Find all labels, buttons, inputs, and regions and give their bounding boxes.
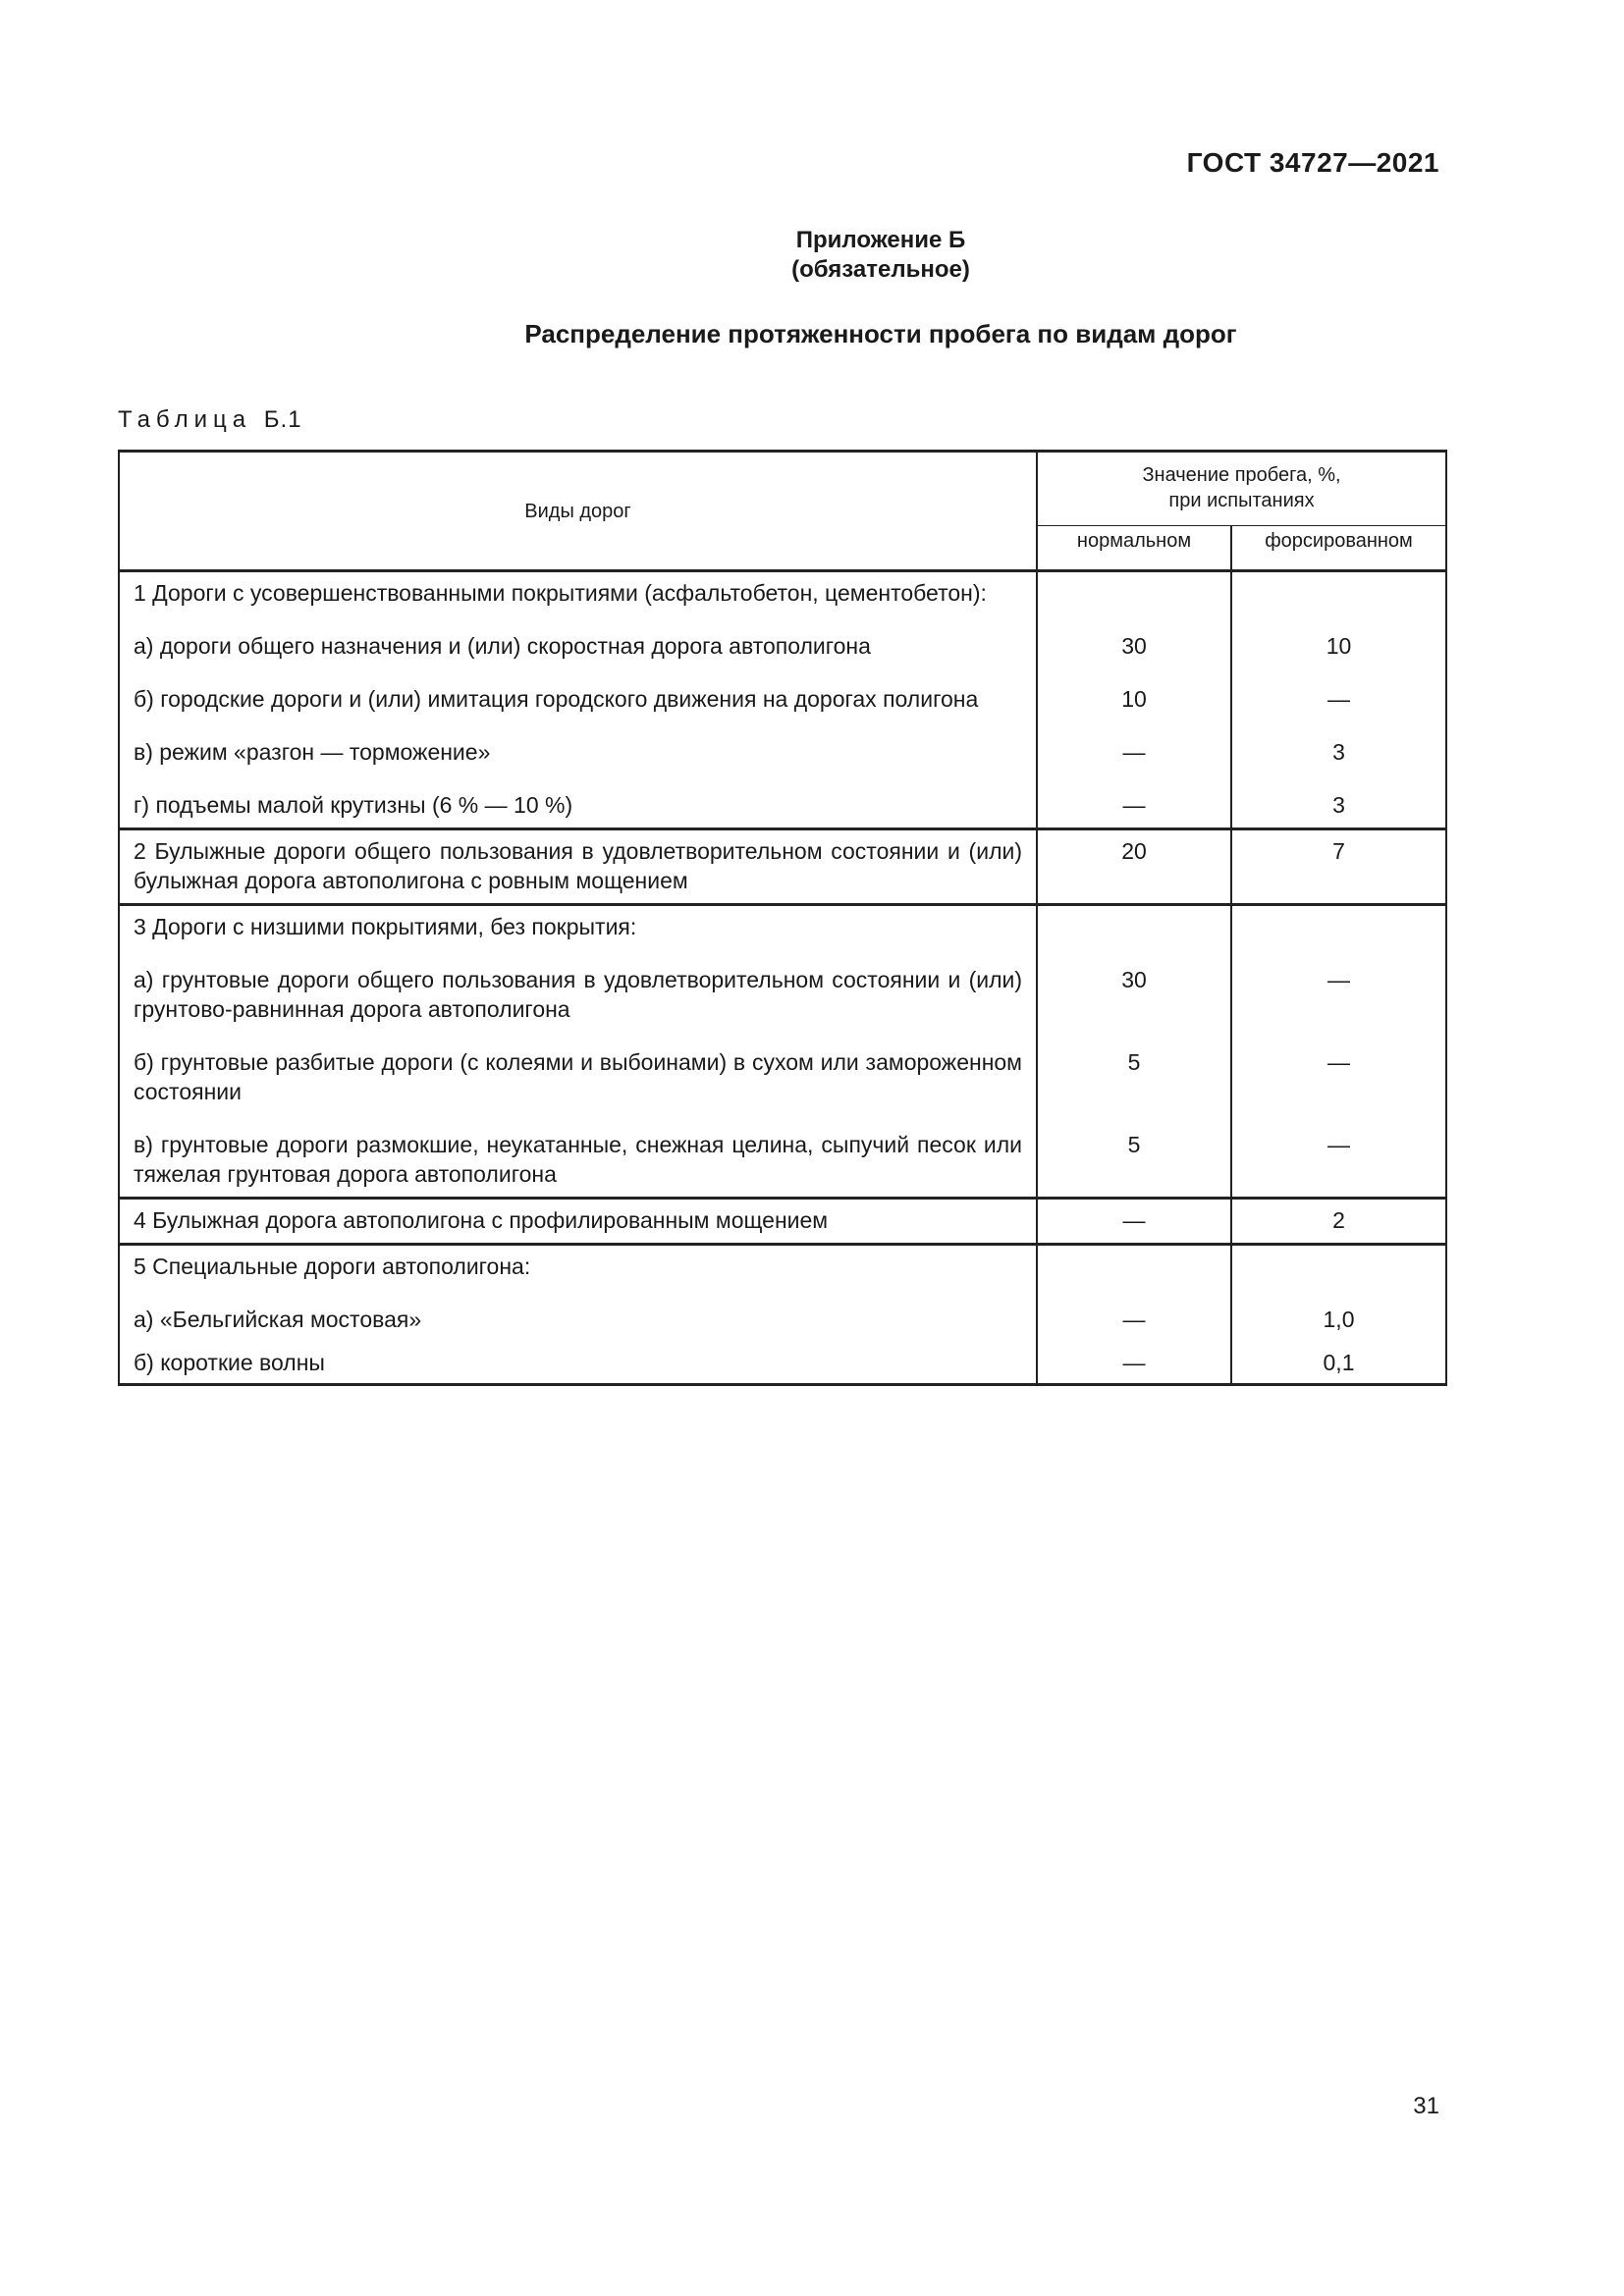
row-normal-value: 5 <box>1037 1041 1231 1124</box>
road-mileage-table <box>118 450 1447 1386</box>
row-road-type: 2 Булыжные дороги общего пользования в удовлетворительном состоянии и (или) булыжная дорога автополигона с ровным мощением <box>119 829 1037 905</box>
row-forced-value: — <box>1231 678 1446 731</box>
table-header-row <box>119 452 1446 526</box>
header-normal: нормальном <box>1037 526 1231 571</box>
row-road-type: 4 Булыжная дорога автополигона с профилированным мощением <box>119 1199 1037 1245</box>
table-row <box>119 1245 1446 1300</box>
table-row <box>119 784 1446 829</box>
table-caption <box>118 406 302 434</box>
row-road-type: 3 Дороги с низшими покрытиями, без покрытия: <box>119 905 1037 960</box>
row-forced-value <box>1231 905 1446 960</box>
row-road-type: 1 Дороги с усовершенствованными покрытиями (асфальтобетон, цементобетон): <box>119 571 1037 626</box>
row-normal-value: 10 <box>1037 678 1231 731</box>
header-road-types: Виды дорог <box>119 452 1037 571</box>
annex-heading <box>0 226 1624 285</box>
header-mileage-value <box>1037 452 1446 526</box>
row-road-type: в) грунтовые дороги размокшие, неукатанные, снежная целина, сыпучий песок или тяжелая грунтовая дорога автополигона <box>119 1124 1037 1199</box>
header-mileage-value-line1: Значение пробега, %, <box>1142 464 1341 486</box>
table-row <box>119 731 1446 784</box>
page-number: 31 <box>1413 2093 1439 2119</box>
table-row <box>119 959 1446 1041</box>
row-forced-value: 10 <box>1231 625 1446 678</box>
row-normal-value: — <box>1037 1199 1231 1245</box>
table-row <box>119 905 1446 960</box>
row-road-type: в) режим «разгон — торможение» <box>119 731 1037 784</box>
row-forced-value <box>1231 1245 1446 1300</box>
row-normal-value: — <box>1037 1342 1231 1385</box>
row-road-type: 5 Специальные дороги автополигона: <box>119 1245 1037 1300</box>
annex-status: (обязательное) <box>791 256 970 283</box>
row-normal-value <box>1037 1245 1231 1300</box>
row-forced-value: — <box>1231 1124 1446 1199</box>
row-forced-value: 3 <box>1231 731 1446 784</box>
table-row <box>119 1041 1446 1124</box>
row-normal-value: — <box>1037 784 1231 829</box>
row-normal-value <box>1037 905 1231 960</box>
table-caption-number: Б.1 <box>263 406 302 433</box>
table-row <box>119 1342 1446 1385</box>
row-forced-value: — <box>1231 1041 1446 1124</box>
table-caption-label: Таблица <box>118 406 252 433</box>
row-normal-value <box>1037 571 1231 626</box>
row-normal-value: 30 <box>1037 959 1231 1041</box>
row-forced-value: 2 <box>1231 1199 1446 1245</box>
row-forced-value: — <box>1231 959 1446 1041</box>
annex-title: Приложение Б <box>795 227 966 253</box>
table-row <box>119 1299 1446 1342</box>
row-normal-value: 30 <box>1037 625 1231 678</box>
table-row <box>119 1124 1446 1199</box>
table-row <box>119 625 1446 678</box>
row-forced-value: 0,1 <box>1231 1342 1446 1385</box>
row-normal-value: 5 <box>1037 1124 1231 1199</box>
row-forced-value: 7 <box>1231 829 1446 905</box>
header-forced: форсированном <box>1231 526 1446 571</box>
row-normal-value: — <box>1037 731 1231 784</box>
row-forced-value <box>1231 571 1446 626</box>
section-title: Распределение протяженности пробега по видам дорог <box>524 319 1237 348</box>
row-road-type: б) городские дороги и (или) имитация городского движения на дорогах полигона <box>119 678 1037 731</box>
row-road-type: а) дороги общего назначения и (или) скоростная дорога автополигона <box>119 625 1037 678</box>
row-forced-value: 1,0 <box>1231 1299 1446 1342</box>
row-forced-value: 3 <box>1231 784 1446 829</box>
row-road-type: б) короткие волны <box>119 1342 1037 1385</box>
row-road-type: а) грунтовые дороги общего пользования в удовлетворительном состоянии и (или) грунтово-равнинная дорога автополигона <box>119 959 1037 1041</box>
header-mileage-value-line2: при испытаниях <box>1168 490 1315 511</box>
row-road-type: б) грунтовые разбитые дороги (с колеями и выбоинами) в сухом или замороженном состоянии <box>119 1041 1037 1124</box>
document-code: ГОСТ 34727—2021 <box>1186 147 1439 178</box>
table-row <box>119 829 1446 905</box>
row-road-type: г) подъемы малой крутизны (6 % — 10 %) <box>119 784 1037 829</box>
table-row <box>119 678 1446 731</box>
row-normal-value: — <box>1037 1299 1231 1342</box>
table-row <box>119 1199 1446 1245</box>
row-normal-value: 20 <box>1037 829 1231 905</box>
row-road-type: а) «Бельгийская мостовая» <box>119 1299 1037 1342</box>
table-row <box>119 571 1446 626</box>
